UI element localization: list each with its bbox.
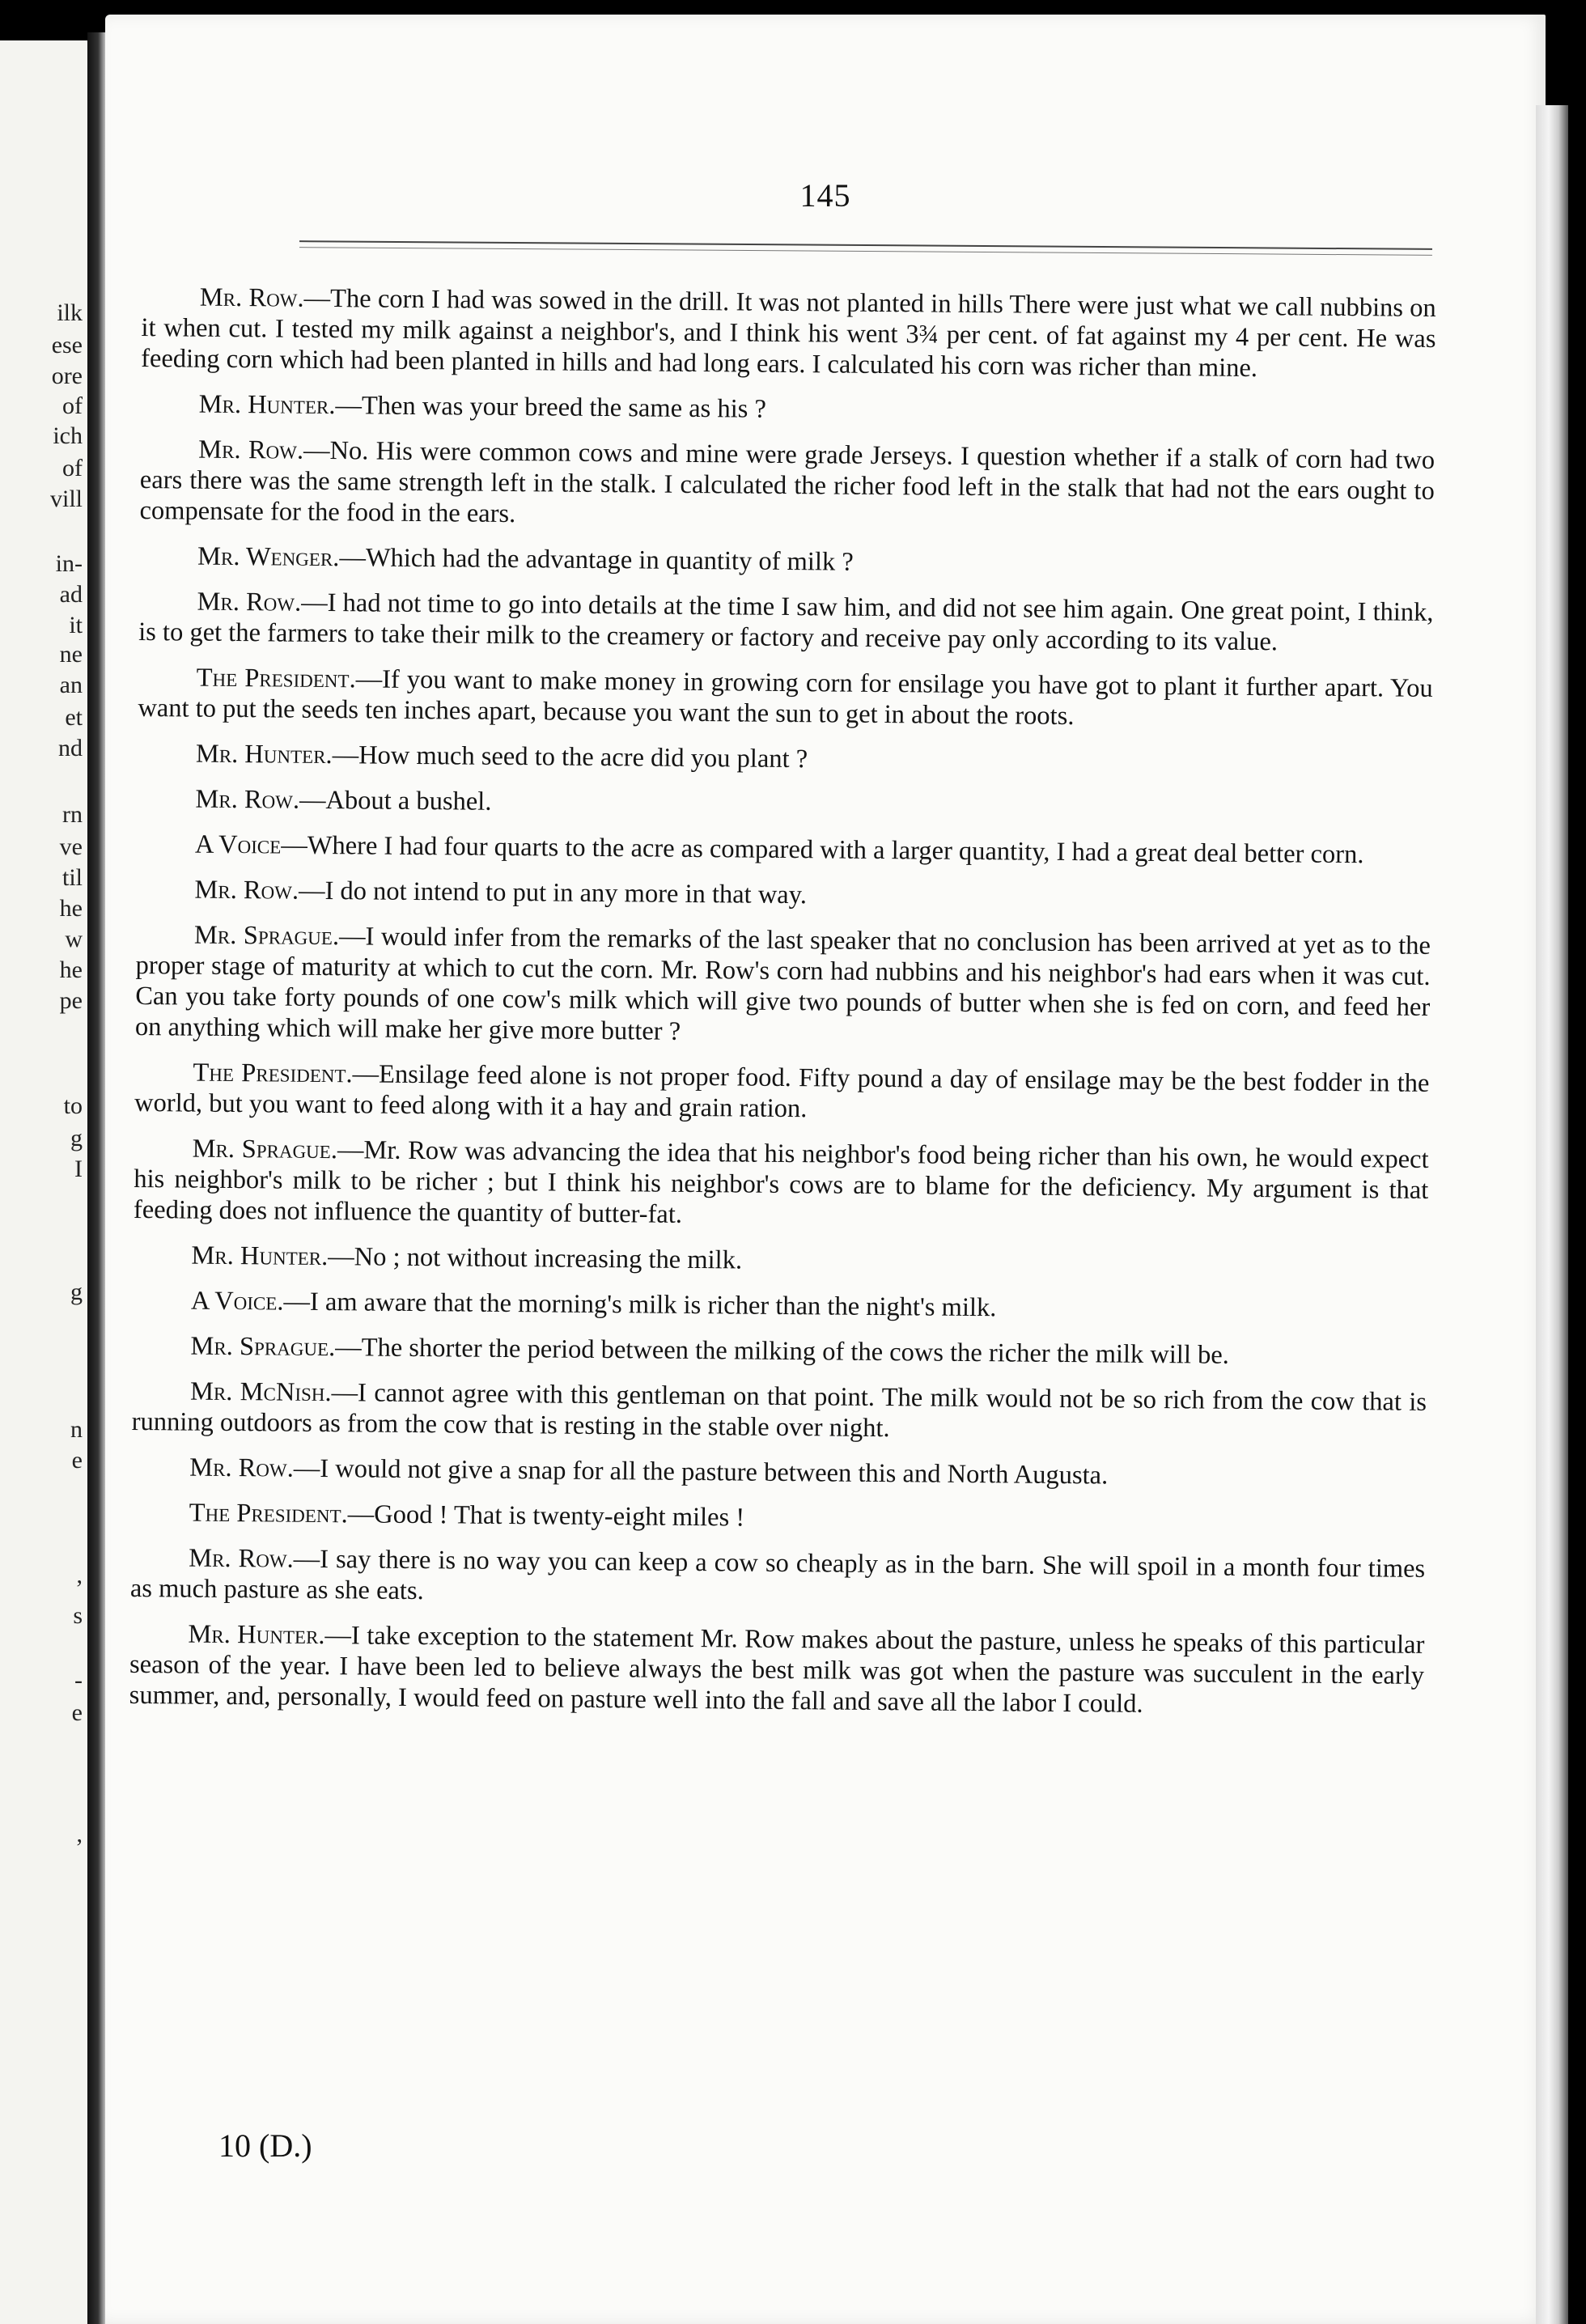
book-gutter — [87, 32, 105, 2324]
speech-text: —About a bushel. — [299, 785, 492, 816]
signature-mark: 10 (D.) — [218, 2127, 312, 2164]
speech-text: —Where I had four quarts to the acre as compared with a larger quantity, I had a great deal better corn. — [281, 830, 1364, 870]
left-page-fragment-text: ore — [51, 363, 83, 389]
speech-text: —Then was your breed the same as his ? — [335, 391, 767, 424]
speaker-name: Mr. Row. — [197, 587, 302, 617]
page — [105, 15, 1546, 2324]
speech-text: —No ; not without increasing the milk. — [328, 1242, 743, 1275]
speaker-name: The President. — [189, 1498, 348, 1529]
left-page-fragment-text: of — [62, 392, 83, 419]
dialogue-paragraph — [141, 388, 1435, 430]
speech-text: —I would not give a snap for all the pasture between this and North Augusta. — [293, 1453, 1109, 1491]
speaker-name: Mr. Row. — [198, 435, 304, 465]
dialogue-paragraph — [130, 1542, 1426, 1615]
speaker-name: Mr. Hunter. — [195, 739, 333, 770]
speech-text: —I cannot agree with this gentleman on that point. The milk would not be so rich from the cow that is running outdoors as from the cow that is resting in the stable over night. — [131, 1378, 1427, 1444]
speech-text: —I take exception to the statement Mr. Row makes about the pasture, unless he speaks of this particular season of the year. I have been led to believe always the best milk was got when the pasture was succulent in the early summer, and, personally, I would feed on pasture well into the fall and save all the labor I could. — [129, 1621, 1425, 1719]
dialogue-paragraph — [134, 1133, 1429, 1236]
speech-text: —Mr. Row was advancing the idea that his neighbor's food being richer than his own, he would expect his neighbor's milk to be richer ; but I think his neighbor's cows are to blame for the deficiency. My argument is that feeding does not influence the quantity of butter-fat. — [133, 1135, 1429, 1229]
left-page-fragment-text: g — [70, 1279, 83, 1305]
speaker-name: Mr. Row. — [199, 282, 304, 313]
left-page-fragment-text: he — [59, 956, 83, 983]
dialogue-paragraph — [141, 282, 1436, 385]
left-page-fragment-text: nd — [58, 735, 83, 761]
left-page-fragment-text: I — [74, 1156, 83, 1182]
speaker-name: Mr. Sprague. — [193, 920, 340, 952]
dialogue-paragraph — [138, 662, 1433, 735]
left-page-fragment-text: he — [59, 895, 83, 922]
dialogue-paragraph — [131, 1452, 1426, 1494]
left-page-fragment-text: an — [59, 672, 83, 698]
left-page-fragment-text: it — [69, 612, 83, 638]
speech-text: —The corn I had was sowed in the drill. It was not planted in hills There were just what we call nubbins on it when cut. I tested my milk against a neighbor's, and I think his went 3¾ per cent. of fat against my 4 per cent. He was feeding corn which had been planted in hills and had long ears. I calculated his corn was richer than mine. — [141, 283, 1436, 384]
speech-text: —How much seed to the acre did you plant ? — [332, 740, 808, 774]
speech-text: —I had not time to go into details at the time I saw him, and did not see him again. One great point, I think, is to get the farmers to take their milk to the creamery or factory and receive pay only according to its value. — [138, 587, 1434, 657]
left-page-fragment-text: ese — [51, 332, 83, 358]
speech-text: —Which had the advantage in quantity of milk ? — [339, 543, 854, 577]
left-page-fragment-text: ne — [59, 641, 83, 668]
dialogue-paragraph — [139, 434, 1435, 537]
speaker-name: Mr. Sprague. — [190, 1331, 336, 1363]
left-page-fragment-text: w — [65, 926, 83, 952]
left-page-fragment-text: n — [70, 1416, 83, 1443]
dialogue-paragraph — [137, 783, 1431, 825]
speaker-name: Mr. McNish. — [189, 1376, 332, 1408]
speaker-name: Mr. Hunter. — [191, 1240, 329, 1272]
speech-text: —Good ! That is twenty-eight miles ! — [347, 1499, 745, 1533]
speech-text: —I am aware that the morning's milk is richer than the night's milk. — [283, 1287, 997, 1323]
left-page-fragment-text: e — [71, 1699, 83, 1726]
speech-text: —I say there is no way you can keep a cow so cheaply as in the barn. She will spoil in a month four times as much pasture as she eats. — [129, 1544, 1426, 1606]
speaker-name: A Voice — [194, 829, 282, 860]
speech-text: —No. His were common cows and mine were grade Jerseys. I question whether if a stalk of corn had two ears there was the same strength left in the stalk. I calculated the richer food left in the stalk that had not the ears ought to compensate for the food in the ears. — [139, 435, 1435, 529]
left-page-fragment — [0, 40, 87, 2324]
dialogue-paragraph — [133, 1240, 1427, 1282]
speech-text: —Ensilage feed alone is not proper food. Fifty pound a day of ensilage may be the best fodder in the world, but you want to feed along with it a hay and grain ration. — [134, 1059, 1430, 1124]
dialogue-paragraph — [139, 541, 1434, 583]
left-page-fragment-text: pe — [59, 987, 83, 1014]
left-page-fragment-text: et — [65, 704, 83, 731]
left-page-fragment-text: ilk — [57, 299, 83, 326]
left-page-fragment-text: vill — [49, 486, 83, 512]
dialogue-paragraph — [132, 1376, 1427, 1448]
speaker-name: Mr. Sprague. — [192, 1134, 338, 1165]
speaker-name: Mr. Row. — [195, 784, 300, 815]
left-page-fragment-text: in- — [55, 550, 83, 577]
left-page-fragment-text: ich — [53, 422, 83, 449]
page-number: 145 — [799, 177, 851, 214]
speaker-name: Mr. Wenger. — [197, 541, 340, 573]
left-page-fragment-text: to — [63, 1092, 83, 1119]
dialogue-paragraph — [133, 1285, 1427, 1327]
speech-text: —If you want to make money in growing corn for ensilage you have got to plant it further apart. You want to put the seeds ten inches apart, because you want the sun to get in about the roots. — [138, 664, 1433, 732]
speech-text: —The shorter the period between the milking of the cows the richer the milk will be. — [335, 1333, 1230, 1370]
left-page-fragment-text: s — [73, 1602, 83, 1629]
dialogue-paragraph — [134, 1057, 1430, 1130]
dialogue-paragraph — [138, 586, 1434, 659]
dialogue-paragraph — [137, 829, 1431, 871]
speaker-name: Mr. Row. — [189, 1452, 294, 1483]
speaker-name: A Voice. — [190, 1286, 284, 1317]
speaker-name: Mr. Row. — [194, 875, 299, 905]
speaker-name: Mr. Hunter. — [188, 1619, 325, 1651]
left-page-fragment-text: , — [76, 1821, 83, 1847]
speech-text: —I do not intend to put in any more in that way. — [298, 876, 808, 910]
speaker-name: Mr. Row. — [189, 1543, 294, 1574]
left-page-fragment-text: , — [76, 1562, 83, 1588]
left-page-fragment-text: rn — [62, 801, 83, 828]
dialogue-paragraph — [132, 1330, 1427, 1372]
header-rule — [299, 240, 1432, 256]
dialogue-paragraph — [135, 919, 1431, 1054]
left-page-fragment-text: g — [70, 1125, 83, 1151]
dialogue-paragraph — [138, 738, 1432, 780]
body-text — [129, 282, 1436, 1737]
dialogue-paragraph — [129, 1618, 1425, 1722]
speaker-name: Mr. Hunter. — [198, 389, 336, 421]
left-page-fragment-text: ve — [59, 833, 83, 860]
left-page-fragment-text: til — [61, 864, 83, 891]
speaker-name: The President. — [193, 1058, 353, 1089]
dialogue-paragraph — [131, 1497, 1426, 1539]
speaker-name: The President. — [196, 663, 356, 694]
left-page-fragment-text: - — [74, 1667, 83, 1694]
page-edge — [1536, 105, 1568, 2324]
left-page-fragment-text: ad — [59, 581, 83, 608]
speech-text: —I would infer from the remarks of the last speaker that no conclusion has been arrived at yet as to the proper stage of maturity at which to cut the corn. Mr. Row's corn had nubbins and his neighbor's had ears when it was cut. Can you take forty pounds of one cow's milk which will give two pounds of butter when she is fed on corn, and feed her on anything which will make her give more butter ? — [134, 922, 1431, 1046]
dialogue-paragraph — [136, 874, 1431, 916]
left-page-fragment-text: of — [62, 455, 83, 481]
left-page-fragment-text: e — [71, 1447, 83, 1474]
